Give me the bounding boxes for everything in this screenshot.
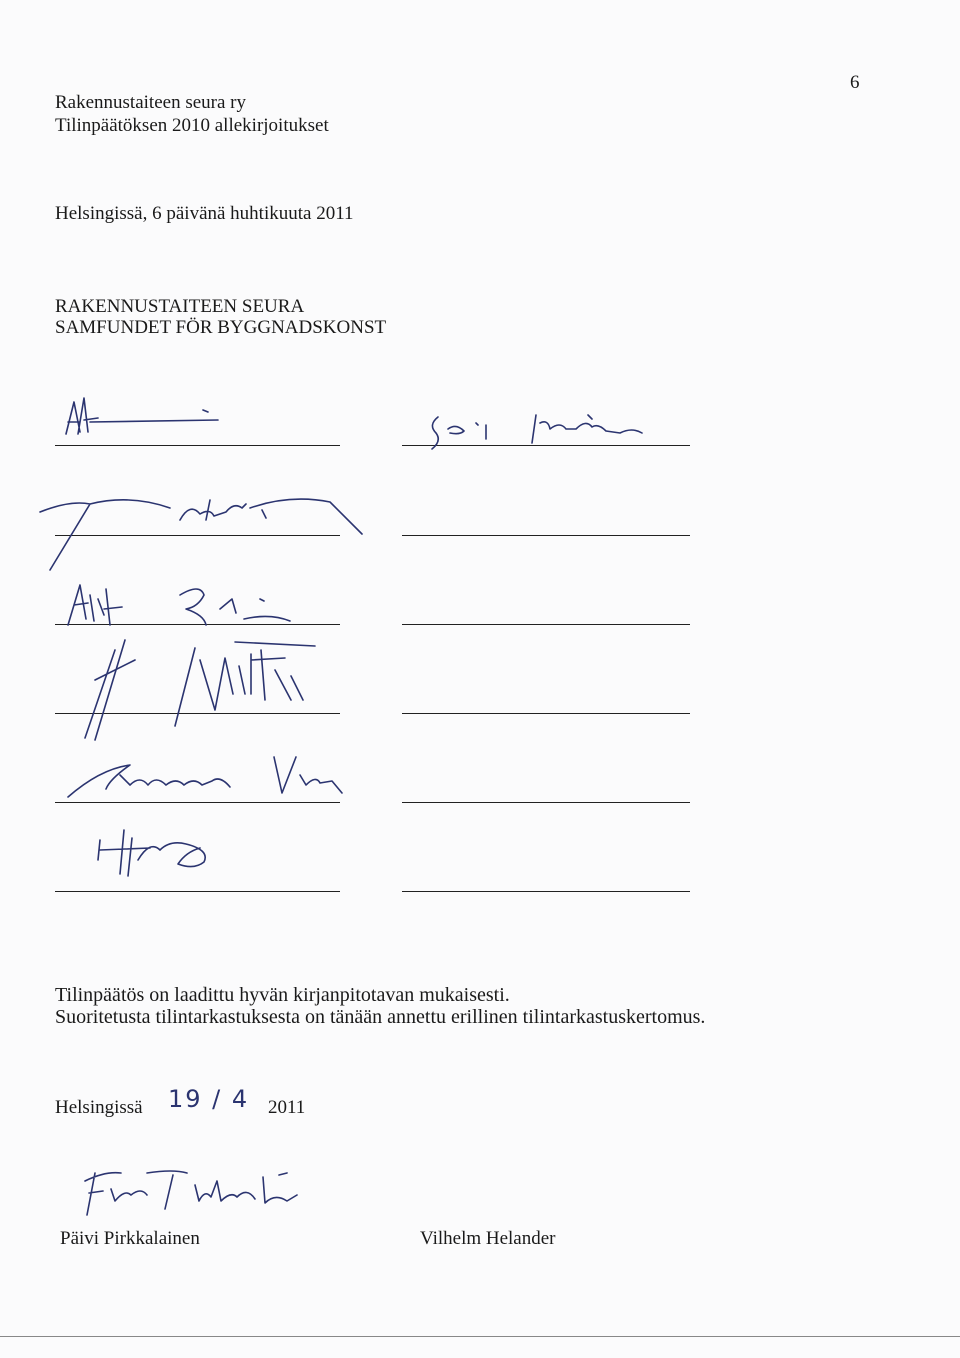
audit-place: Helsingissä: [55, 1097, 143, 1118]
signature-line-right-3: [402, 624, 690, 625]
signature-hautamaki-icon: [30, 490, 370, 580]
org-name-swedish: SAMFUNDET FÖR BYGGNADSKONST: [55, 317, 387, 338]
signature-initials-icon: [90, 820, 240, 880]
signature-line-right-2: [402, 535, 690, 536]
audit-handwritten-date: 19 / 4: [168, 1085, 250, 1113]
signature-line-right-5: [402, 802, 690, 803]
audit-year: 2011: [268, 1097, 306, 1118]
header-org: Rakennustaiteen seura ry: [55, 92, 246, 113]
signature-a-icon: [58, 392, 228, 452]
bottom-rule: [0, 1336, 960, 1337]
auditor-left-name: Päivi Pirkkalainen: [60, 1228, 200, 1249]
signature-dahl-icon: [60, 575, 300, 635]
page-number: 6: [850, 72, 860, 93]
signature-sari-icon: [420, 405, 690, 455]
signature-pirkkalainen-icon: [75, 1155, 315, 1225]
signature-line-right-6: [402, 891, 690, 892]
signature-miettinen-icon: [55, 630, 335, 750]
signature-marianna-icon: [60, 745, 360, 815]
header-doc-title: Tilinpäätöksen 2010 allekirjoitukset: [55, 115, 329, 136]
org-name-finnish: RAKENNUSTAITEEN SEURA: [55, 296, 305, 317]
signature-line-right-4: [402, 713, 690, 714]
audit-statement-line1: Tilinpäätös on laadittu hyvän kirjanpitotavan mukaisesti.: [55, 984, 510, 1006]
signature-line-left-6: [55, 891, 340, 892]
place-date: Helsingissä, 6 päivänä huhtikuuta 2011: [55, 203, 354, 224]
auditor-right-name: Vilhelm Helander: [420, 1228, 556, 1249]
audit-statement-line2: Suoritetusta tilintarkastuksesta on tänään annettu erillinen tilintarkastuskertomus.: [55, 1006, 706, 1028]
